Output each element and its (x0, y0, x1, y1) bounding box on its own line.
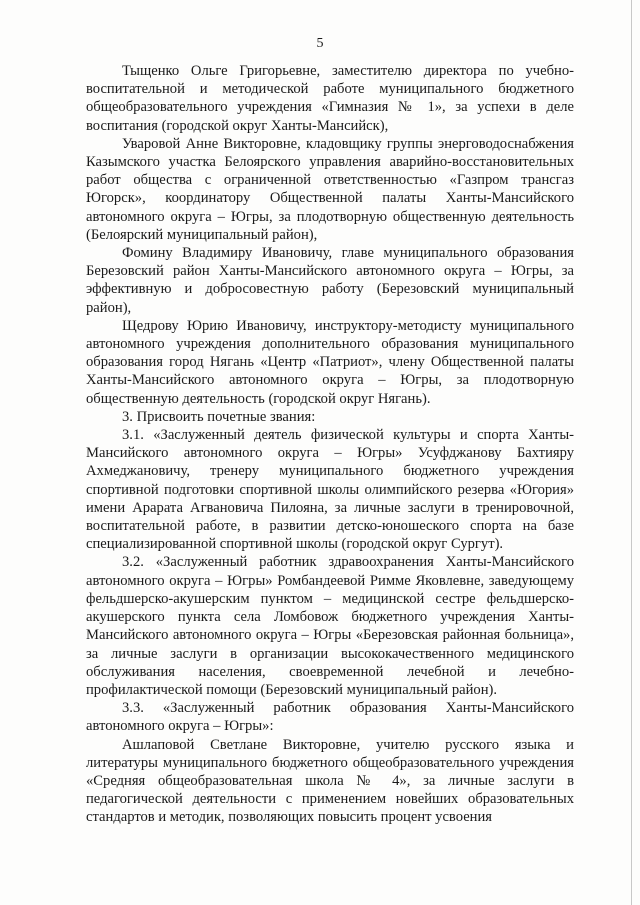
paragraph-shchedrov: Щедрову Юрию Ивановичу, инструктору-методисту муниципального автономного учреждения дополнительного образования муниципального образования город Нягань «Центр «Патриот», члену Общественной палаты Ханты-Мансийского автономного округа – Югры, за плодотворную общественную деятельность (городской округ Нягань). (86, 317, 574, 407)
scan-edge-line (631, 0, 632, 905)
paragraph-ashlapova: Ашлаповой Светлане Викторовне, учителю русского языка и литературы муниципального бюджетного общеобразовательного учреждения «Средняя общеобразовательная школа № 4», за личные заслуги в педагогической деятельности с применением новейших образовательных стандартов и методик, позволяющих повысить процент усвоения (86, 736, 574, 826)
document-body (86, 62, 574, 827)
paragraph-3-2: 3.2. «Заслуженный работник здравоохранения Ханты-Мансийского автономного округа – Югры» Ромбандеевой Римме Яковлевне, заведующему фельдшерско-акушерским пунктом – медицинской сестре фельдшерско-акушерского пункта села Ломбовож бюджетного учреждения Ханты-Мансийского автономного округа – Югры «Березовская районная больница», за личные заслуги в организации высококачественного медицинского обслуживания населения, своевременной лечебной и лечебно-профилактической помощи (Березовский муниципальный район). (86, 554, 574, 698)
paragraph-3-1: 3.1. «Заслуженный деятель физической культуры и спорта Ханты-Мансийского автономного округа – Югры» Усуфджанову Бахтияру Ахмеджановичу, тренеру муниципального бюджетного учреждения спортивной подготовки спортивной школы олимпийского резерва «Югория» имени Арарата Агвановича Пилояна, за личные заслуги в тренировочной, воспитательной работе, в развитии детско-юношеского спорта на базе специализированной спортивной школы (городской округ Сургут). (86, 427, 574, 553)
paragraph-3-3: 3.3. «Заслуженный работник образования Ханты-Мансийского автономного округа – Югры»: (86, 700, 574, 735)
paragraph-tyshchenko: Тыщенко Ольге Григорьевне, заместителю директора по учебно-воспитательной и методической работе муниципального бюджетного общеобразовательного учреждения «Гимназия № 1», за успехи в деле воспитания (городской округ Ханты-Мансийск), (86, 63, 574, 134)
page-number: 5 (316, 36, 324, 51)
paragraph-fomin: Фомину Владимиру Ивановичу, главе муниципального образования Березовский район Ханты-Мансийского автономного округа – Югры, за эффективную и добросовестную работу (Березовский муниципальный район), (86, 245, 574, 316)
paragraph-uvarova: Уваровой Анне Викторовне, кладовщику группы энерговодоснабжения Казымского участка Белоярского управления аварийно-восстановительных работ общества с ограниченной ответственностью «Газпром трансгаз Югорск», координатору Общественной палаты Ханты-Мансийского автономного округа – Югры, за плодотворную общественную деятельность (Белоярский муниципальный район), (86, 135, 574, 243)
paragraph-section-3: 3. Присвоить почетные звания: (122, 408, 316, 425)
